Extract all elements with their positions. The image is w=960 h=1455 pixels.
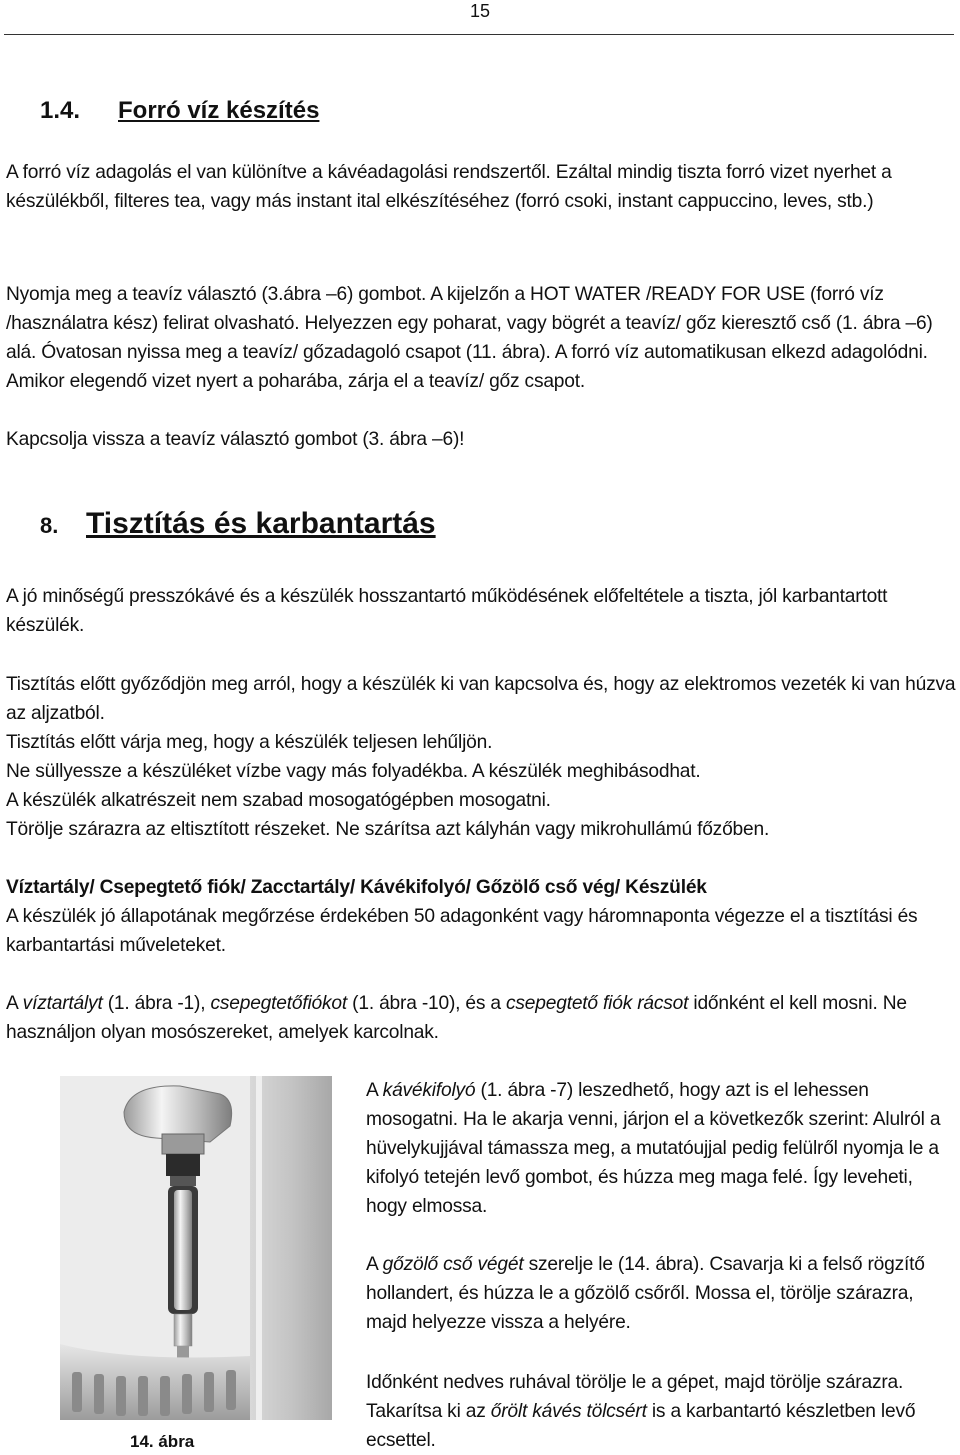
steam-wand-figure: [60, 1076, 332, 1420]
cleaning-line-dry-parts: Törölje szárazra az eltisztított részeket. Ne szárítsa azt kályhán vagy mikrohullámú főzőben.: [6, 819, 770, 840]
cleaning-safety-paragraph: Tisztítás előtt győződjön meg arról, hogy a készülék ki van kapcsolva és, hogy az elektromos vezeték ki van húzva az aljzatból.: [6, 674, 956, 724]
emphasis-drip-tray: csepegtetőfiókot: [210, 993, 348, 1014]
emphasis-water-tank: víztartályt: [22, 993, 103, 1014]
emphasis-drip-grid: csepegtető fiók rácsot: [506, 993, 689, 1014]
section-number: 1.4.: [40, 97, 81, 124]
section-heading-1-4: [40, 97, 319, 125]
hot-water-instructions-paragraph: Nyomja meg a teavíz választó (3.ábra –6) gombot. A kijelzőn a HOT WATER /READY FOR USE (forró víz /használatra kész) felirat olvasható. Helyezzen egy poharat, vagy bögrét a teavíz/ gőz kieresztő cső (1. ábra –6) alá. Óvatosan nyissa meg a teavíz/ gőzadagoló csapot (11. ábra). A forró víz automatikusan elkezd adagolódni. Amikor elegendő vizet nyert a poharába, zárja el a teavíz/ gőz csapot.: [6, 284, 933, 392]
maintenance-interval-paragraph: A készülék jó állapotának megőrzése érdekében 50 adagonként vagy háromnaponta végezze el a tisztítási és karbantartási műveleteket.: [6, 906, 918, 956]
cleaning-line-cooldown: Tisztítás előtt várja meg, hogy a készülék teljesen lehűljön.: [6, 732, 493, 753]
spout-removal-paragraph: A kávékifolyó (1. ábra -7) leszedhető, hogy azt is el lehessen mosogatni. Ha le akarja venni, járjon el a következők szerint: Alulról a hüvelykujjával támassza meg, a mutatóujjal pedig felülről nyomja le a kifolyó tetején levő gombot, és húzza meg maga felé. Így leveheti, hogy elmossa.: [366, 1080, 941, 1217]
parts-subheading: Víztartály/ Csepegtető fiók/ Zacctartály/ Kávékifolyó/ Gőzölő cső vég/ Készülék: [6, 877, 707, 898]
hot-water-intro-paragraph: A forró víz adagolás el van különítve a kávéadagolási rendszertől. Ezáltal mindig tiszta forró vizet nyerhet a készülékből, filteres tea, vagy más instant ital elkészítéséhez (forró csoki, instant cappuccino, leves, stb.): [6, 162, 892, 212]
page-number: 15: [469, 1, 491, 21]
cleaning-intro-paragraph: A jó minőségű presszókávé és a készülék hosszantartó működésének előfeltétele a tiszta, jól karbantartott készülék.: [6, 586, 888, 636]
water-tank-paragraph: A víztartályt (1. ábra -1), csepegtetőfiókot (1. ábra -10), és a csepegtető fiók rácsot időnként el kell mosni. Ne használjon olyan mosószereket, amelyek karcolnak.: [6, 993, 907, 1043]
section-title: Tisztítás és karbantartás: [86, 507, 436, 540]
section-heading-8: [40, 507, 436, 541]
wipe-machine-paragraph: Időnként nedves ruhával törölje le a gépet, majd törölje szárazra. Takarítsa ki az őrölt kávés tölcsért is a karbantartó készletben levő ecsettel.: [366, 1372, 916, 1451]
emphasis-steam-wand-tip: gőzölő cső végét: [382, 1254, 524, 1275]
emphasis-grounds-funnel: őrölt kávés tölcsért: [490, 1401, 647, 1422]
cleaning-line-no-dishwasher: A készülék alkatrészeit nem szabad mosogatógépben mosogatni.: [6, 790, 551, 811]
hot-water-reset-paragraph: Kapcsolja vissza a teavíz választó gombot (3. ábra –6)!: [6, 429, 465, 450]
section-number: 8.: [40, 513, 59, 538]
cleaning-line-no-immersion: Ne süllyessze a készüléket vízbe vagy más folyadékba. A készülék meghibásodhat.: [6, 761, 701, 782]
steam-wand-paragraph: A gőzölő cső végét szerelje le (14. ábra). Csavarja ki a felső rögzítő hollandert, és húzza le a gőzölő csőről. Mossa el, törölje szárazra, majd helyezze vissza a helyére.: [366, 1254, 925, 1333]
header-rule: [4, 34, 954, 35]
emphasis-spout: kávékifolyó: [382, 1080, 476, 1101]
section-title: Forró víz készítés: [118, 97, 320, 124]
figure-caption: 14. ábra: [130, 1432, 195, 1451]
